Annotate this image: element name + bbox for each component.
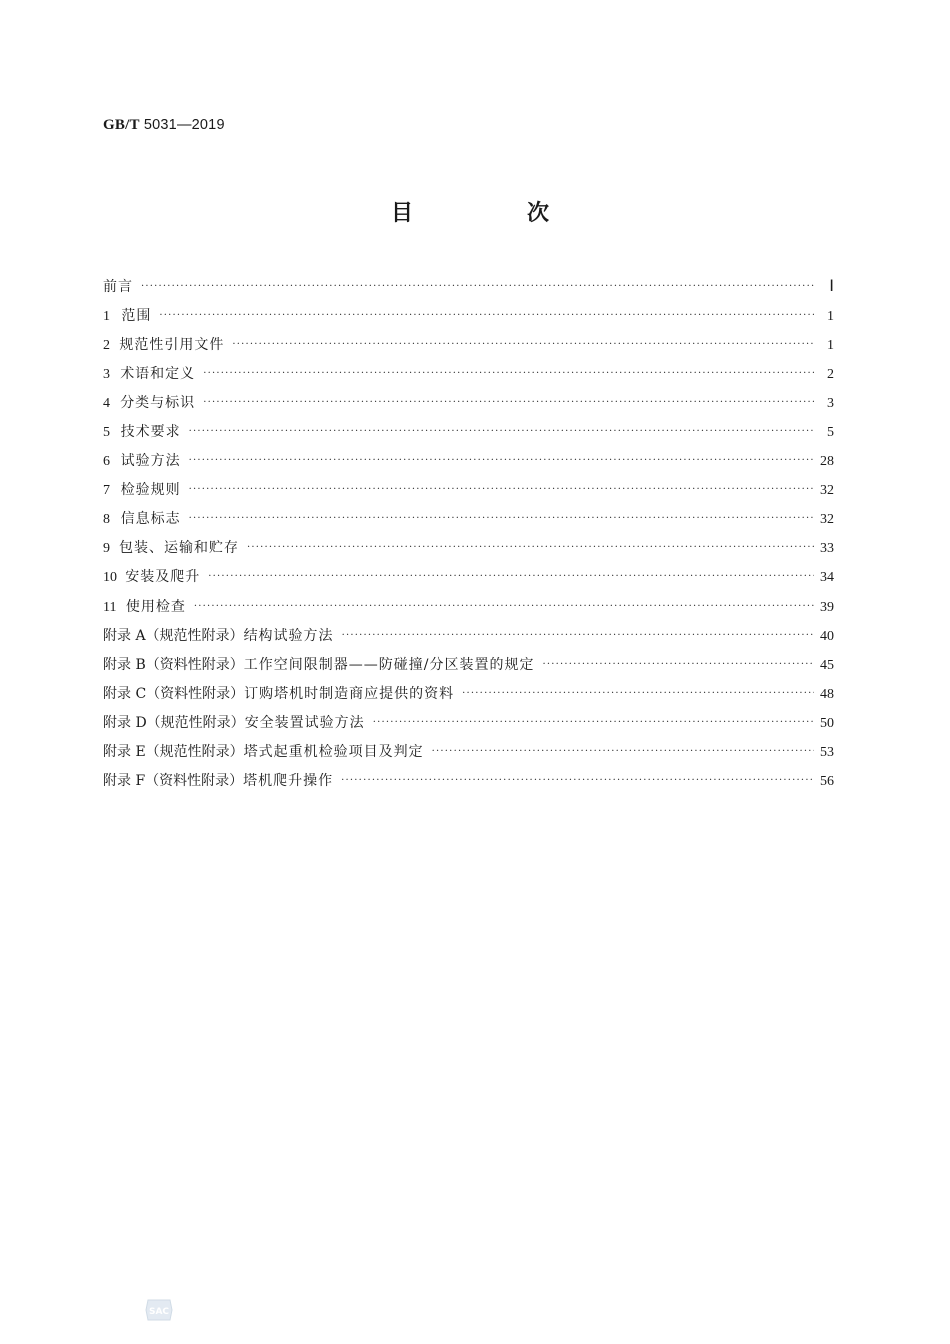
toc-entry[interactable] — [103, 421, 834, 450]
toc-entry-number: 6 — [103, 454, 110, 470]
toc-entry-title: 分类与标识 — [120, 395, 196, 412]
toc-entry-title: 使用检查 — [125, 598, 186, 615]
toc-annex-label: 附录 A（规范性附录） — [103, 627, 244, 644]
toc-entry-number: 8 — [103, 512, 110, 528]
toc-annex-label: 附录 B（资料性附录） — [103, 656, 244, 673]
toc-page-number: 5 — [827, 425, 834, 441]
toc-dot-leader — [462, 688, 814, 699]
toc-entry-number: 1 — [103, 309, 110, 325]
toc-annex-label: 附录 F（资料性附录） — [103, 772, 244, 789]
toc-page-number: 45 — [820, 657, 834, 673]
toc-entry[interactable] — [103, 479, 834, 508]
toc-entry-title: 塔机爬升操作 — [243, 772, 334, 789]
toc-entry[interactable] — [103, 537, 834, 566]
toc-entry-number: 10 — [103, 570, 117, 586]
toc-entry[interactable] — [103, 450, 834, 479]
toc-entry[interactable] — [103, 363, 834, 392]
toc-entry[interactable] — [103, 712, 834, 741]
toc-entry[interactable] — [103, 596, 834, 625]
toc-entry[interactable] — [103, 683, 834, 712]
toc-page-number: 3 — [827, 396, 834, 412]
toc-entry-title: 安全装置试验方法 — [244, 714, 365, 731]
toc-annex-label: 附录 E（规范性附录） — [103, 743, 244, 760]
toc-page-number: 1 — [827, 309, 834, 325]
page-title: 目 次 — [390, 201, 595, 226]
toc-entry-title: 订购塔机时制造商应提供的资料 — [244, 685, 455, 702]
toc-page-number: 48 — [820, 686, 834, 702]
toc-dot-leader — [189, 484, 814, 495]
standard-prefix: GB/T — [103, 117, 140, 133]
toc-dot-leader — [232, 339, 814, 350]
toc-page-number: 56 — [820, 773, 834, 789]
toc-entry-number: 4 — [103, 396, 110, 412]
toc-dot-leader — [189, 426, 814, 437]
toc-entry-number: 3 — [103, 367, 110, 383]
toc-page-number: 1 — [827, 338, 834, 354]
toc-page-number: 32 — [820, 512, 834, 528]
toc-annex-label: 附录 C（资料性附录） — [103, 685, 245, 702]
toc-page-number: 28 — [820, 454, 834, 470]
toc-entry-title: 信息标志 — [120, 511, 181, 528]
toc-page-number: 2 — [827, 367, 834, 383]
toc-entry[interactable] — [103, 770, 834, 799]
toc-entry[interactable] — [103, 654, 834, 683]
toc-entry-number: 9 — [103, 541, 110, 557]
toc-entry[interactable] — [103, 276, 834, 305]
toc-entry-title: 试验方法 — [120, 453, 181, 470]
toc-dot-leader — [189, 455, 814, 466]
toc-entry-number: 7 — [103, 483, 110, 499]
standard-number: 5031—2019 — [143, 117, 225, 133]
standard-code — [103, 117, 225, 134]
toc-dot-leader — [159, 310, 814, 321]
toc-entry-title: 安装及爬升 — [125, 569, 201, 586]
toc-dot-leader — [432, 746, 814, 757]
toc-entry-title: 范围 — [121, 308, 152, 325]
svg-text:SAC: SAC — [148, 1307, 170, 1317]
toc-page-number: 40 — [820, 628, 834, 644]
toc-dot-leader — [247, 542, 814, 553]
toc-page-number: 32 — [820, 483, 834, 499]
toc-dot-leader — [203, 368, 814, 379]
toc-page-number: Ⅰ — [829, 278, 834, 295]
toc-entry-title: 检验规则 — [120, 482, 181, 499]
sac-logo-icon — [144, 1298, 174, 1322]
toc-entry-number: 2 — [103, 338, 110, 354]
toc-annex-label: 附录 D（规范性附录） — [103, 714, 245, 731]
toc-dot-leader — [141, 281, 814, 292]
toc-entry[interactable] — [103, 305, 834, 334]
toc-page-number: 33 — [820, 541, 834, 557]
toc-entry-title: 前言 — [103, 279, 133, 295]
toc-page-number: 50 — [820, 715, 834, 731]
table-of-contents — [103, 276, 834, 799]
toc-dot-leader — [189, 513, 814, 524]
toc-entry-title: 规范性引用文件 — [119, 337, 225, 354]
toc-dot-leader — [542, 659, 814, 670]
toc-entry[interactable] — [103, 334, 834, 363]
toc-dot-leader — [203, 397, 814, 408]
toc-entry-title: 塔式起重机检验项目及判定 — [243, 743, 424, 760]
toc-entry-title: 技术要求 — [120, 424, 181, 441]
toc-entry-title: 术语和定义 — [120, 366, 196, 383]
toc-entry-title: 工作空间限制器——防碰撞/分区装置的规定 — [243, 656, 535, 673]
toc-dot-leader — [208, 571, 814, 582]
toc-entry[interactable] — [103, 508, 834, 537]
toc-page-number: 39 — [820, 599, 834, 615]
toc-entry-title: 结构试验方法 — [243, 627, 334, 644]
toc-page-number: 53 — [820, 744, 834, 760]
toc-page-number: 34 — [820, 570, 834, 586]
toc-entry-number: 11 — [103, 599, 117, 615]
toc-dot-leader — [194, 601, 814, 612]
toc-entry[interactable] — [103, 566, 834, 595]
toc-entry-title: 包装、运输和贮存 — [118, 540, 239, 557]
toc-entry[interactable] — [103, 392, 834, 421]
toc-entry[interactable] — [103, 625, 834, 654]
toc-dot-leader — [341, 775, 814, 786]
toc-entry[interactable] — [103, 741, 834, 770]
toc-dot-leader — [342, 630, 814, 641]
toc-entry-number: 5 — [103, 425, 110, 441]
toc-dot-leader — [373, 717, 814, 728]
